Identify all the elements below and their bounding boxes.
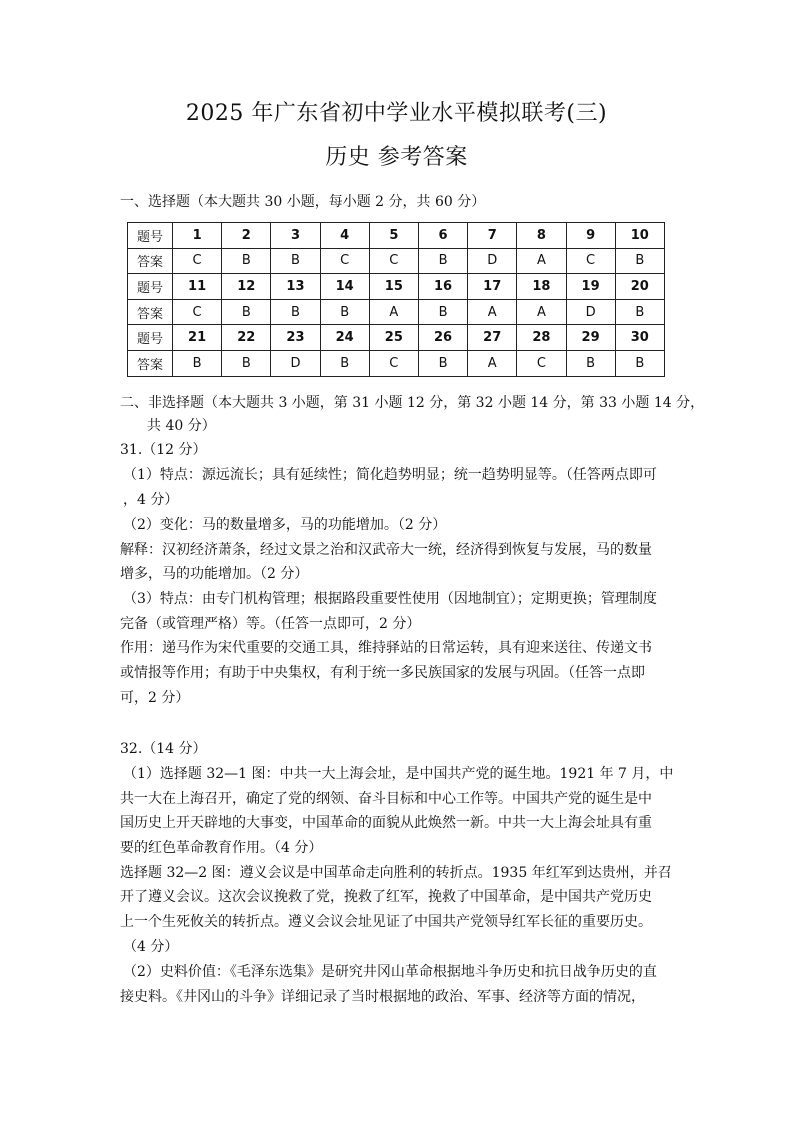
question-number: 24 (320, 325, 369, 351)
table-row (128, 299, 665, 325)
q32-line: 开了遵义会议。这次会议挽救了党，挽救了红军，挽救了中国革命，是中国共产党历史 (120, 889, 652, 905)
answer-cell: D (468, 248, 517, 274)
table-row (128, 248, 665, 274)
answer-cell: B (222, 350, 271, 376)
q32-line: （4 分） (123, 939, 179, 955)
question-number: 18 (517, 274, 566, 300)
answer-cell: B (418, 350, 467, 376)
answer-cell: B (418, 248, 467, 274)
answer-cell: C (173, 248, 222, 274)
q31-line: （1）特点：源远流长；具有延续性；简化趋势明显；统一趋势明显等。（任答两点即可 (123, 467, 657, 483)
q31-header: 31.（12 分） (120, 442, 207, 458)
answer-cell: B (320, 299, 369, 325)
q32-line: 接史料。《井冈山的斗争》详细记录了当时根据地的政治、军事、经济等方面的情况， (120, 989, 645, 1005)
question-number: 27 (468, 325, 517, 351)
q32-header: 32.（14 分） (120, 741, 207, 757)
q32-line: （2）史料价值：《毛泽东选集》是研究井冈山革命根据地斗争历史和抗日战争历史的直 (123, 964, 657, 980)
q31-line: （3）特点：由专门机构管理；根据路段重要性使用（因地制宜）；定期更换；管理制度 (123, 591, 657, 607)
page-subtitle: 历史 参考答案 (325, 145, 468, 170)
row-label: 题号 (128, 325, 173, 351)
q32-line: 共一大在上海召开，确定了党的纲领、奋斗目标和中心工作等。中国共产党的诞生是中 (120, 791, 652, 807)
question-number: 11 (173, 274, 222, 300)
answer-cell: B (222, 248, 271, 274)
answer-cell: B (222, 299, 271, 325)
row-label: 答案 (128, 350, 173, 376)
question-number: 5 (369, 223, 418, 249)
question-number: 8 (517, 223, 566, 249)
question-number: 14 (320, 274, 369, 300)
answer-cell: B (418, 299, 467, 325)
question-number: 16 (418, 274, 467, 300)
question-number: 23 (271, 325, 320, 351)
q31-line: 可，2 分） (120, 690, 190, 706)
q31-line: 作用：递马作为宋代重要的交通工具，维持驿站的日常运转，具有迎来送往、传递文书 (120, 640, 652, 656)
question-number: 2 (222, 223, 271, 249)
q31-line: （2）变化：马的数量增多，马的功能增加。（2 分） (123, 517, 447, 533)
answer-cell: B (615, 248, 664, 274)
question-number: 4 (320, 223, 369, 249)
answer-cell: C (320, 248, 369, 274)
question-number: 9 (566, 223, 615, 249)
answer-cell: D (271, 350, 320, 376)
question-number: 22 (222, 325, 271, 351)
question-number: 15 (369, 274, 418, 300)
question-number: 1 (173, 223, 222, 249)
section-1-heading: 一、选择题（本大题共 30 小题，每小题 2 分，共 60 分） (120, 194, 486, 210)
question-number: 21 (173, 325, 222, 351)
section-2-heading: 二、非选择题（本大题共 3 小题，第 31 小题 12 分，第 32 小题 14 分，第 33 小题 14 分， (120, 395, 705, 411)
question-number: 17 (468, 274, 517, 300)
question-number: 29 (566, 325, 615, 351)
q32-line: 上一个生死攸关的转折点。遵义会议会址见证了中国共产党领导红军长征的重要历史。 (120, 914, 652, 930)
question-number: 3 (271, 223, 320, 249)
row-label: 题号 (128, 274, 173, 300)
answer-table (127, 222, 665, 377)
answer-cell: A (517, 299, 566, 325)
question-number: 20 (615, 274, 664, 300)
section-2-heading-cont: 共 40 分） (147, 418, 216, 434)
q32-line: 选择题 32—2 图：遵义会议是中国革命走向胜利的转折点。1935 年红军到达贵州，并召 (120, 865, 672, 881)
question-number: 26 (418, 325, 467, 351)
answer-cell: C (369, 350, 418, 376)
answer-cell: B (615, 350, 664, 376)
answer-cell: A (517, 248, 566, 274)
answer-cell: C (369, 248, 418, 274)
question-number: 13 (271, 274, 320, 300)
question-number: 28 (517, 325, 566, 351)
page-title: 2025 年广东省初中学业水平模拟联考(三) (185, 101, 608, 126)
table-row (128, 350, 665, 376)
question-number: 19 (566, 274, 615, 300)
answer-cell: A (468, 299, 517, 325)
answer-cell: C (517, 350, 566, 376)
answer-cell: B (566, 350, 615, 376)
table-row (128, 274, 665, 300)
answer-cell: C (566, 248, 615, 274)
answer-cell: B (271, 299, 320, 325)
answer-cell: B (615, 299, 664, 325)
question-number: 25 (369, 325, 418, 351)
q32-line: 国历史上开天辟地的大事变，中国革命的面貌从此焕然一新。中共一大上海会址具有重 (120, 815, 652, 831)
table-row (128, 223, 665, 249)
table-row (128, 325, 665, 351)
answer-cell: B (173, 350, 222, 376)
row-label: 题号 (128, 223, 173, 249)
answer-cell: B (271, 248, 320, 274)
q31-line: 或情报等作用；有助于中央集权，有利于统一多民族国家的发展与巩固。（任答一点即 (120, 665, 645, 681)
answer-cell: C (173, 299, 222, 325)
answer-cell: D (566, 299, 615, 325)
question-number: 10 (615, 223, 664, 249)
question-number: 12 (222, 274, 271, 300)
question-number: 7 (468, 223, 517, 249)
answer-cell: A (369, 299, 418, 325)
row-label: 答案 (128, 248, 173, 274)
question-number: 30 (615, 325, 664, 351)
q32-line: （1）选择题 32—1 图：中共一大上海会址，是中国共产党的诞生地。1921 年 7 月，中 (123, 766, 674, 782)
answer-cell: B (320, 350, 369, 376)
q31-line: 解释：汉初经济萧条，经过文景之治和汉武帝大一统，经济得到恢复与发展，马的数量 (120, 542, 652, 558)
q31-line: 增多，马的功能增加。（2 分） (120, 566, 309, 582)
q32-line: 要的红色革命教育作用。（4 分） (120, 840, 323, 856)
answer-cell: A (468, 350, 517, 376)
question-number: 6 (418, 223, 467, 249)
q31-line: ，4 分） (123, 492, 179, 508)
q31-line: 完备（或管理严格）等。（任答一点即可，2 分） (120, 616, 421, 632)
row-label: 答案 (128, 299, 173, 325)
